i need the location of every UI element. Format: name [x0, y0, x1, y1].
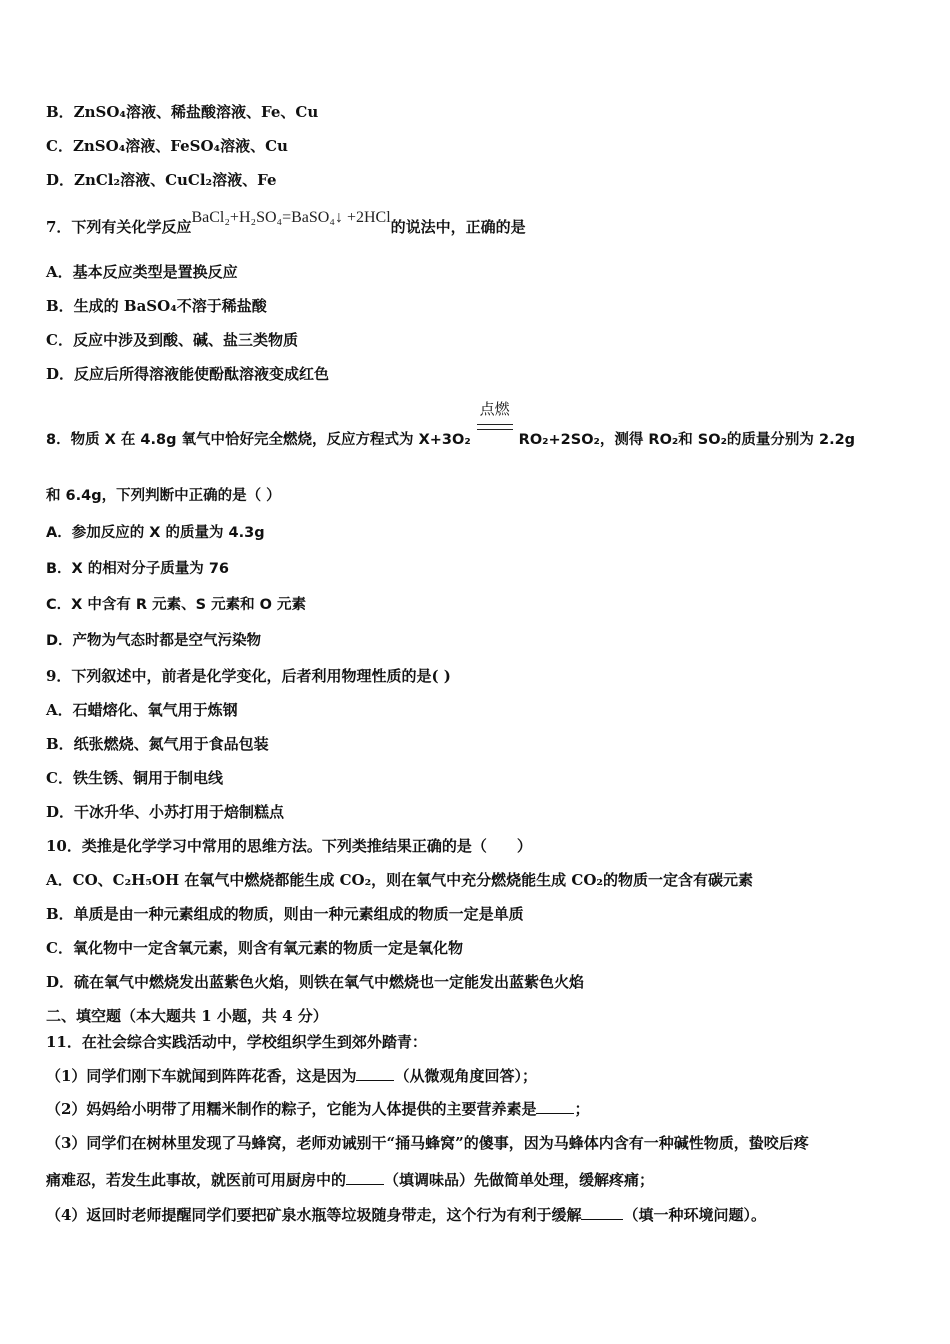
- q9-option-d: D．干冰升华、小苏打用于焙制糕点: [46, 803, 285, 821]
- q7-option-b: B．生成的 BaSO₄不溶于稀盐酸: [46, 297, 267, 315]
- q10-stem: 10．类推是化学学习中常用的思维方法。下列类推结果正确的是（ ）: [46, 837, 532, 855]
- q11-part-2-text: （2）妈妈给小明带了用糯米制作的粽子，它能为人体提供的主要营养素是: [46, 1100, 537, 1118]
- q6-option-d: D．ZnCl₂溶液、CuCl₂溶液、Fe: [46, 171, 277, 189]
- q8-option-b: B．X 的相对分子质量为 76: [46, 561, 230, 577]
- q11-part-3-suffix: （填调味品）先做简单处理，缓解疼痛；: [384, 1171, 655, 1189]
- answer-blank[interactable]: [346, 1170, 384, 1185]
- q8-stem: [46, 400, 910, 450]
- q11-part-4-text: （4）返回时老师提醒同学们要把矿泉水瓶等垃圾随身带走，这个行为有利于缓解: [46, 1206, 582, 1224]
- q6-option-c: C．ZnSO₄溶液、FeSO₄溶液、Cu: [46, 137, 288, 155]
- q11-part-2-suffix: ；: [574, 1100, 590, 1118]
- q8-stem-part1: 8．物质 X 在 4.8g 氧气中恰好完全燃烧，反应方程式为 X+3O₂: [46, 432, 471, 448]
- q11-stem: 11．在社会综合实践活动中，学校组织学生到郊外踏青：: [46, 1033, 427, 1051]
- q11-part-3-line2: [46, 1170, 910, 1190]
- q7-option-d: D．反应后所得溶液能使酚酞溶液变成红色: [46, 365, 330, 383]
- q8-option-c: C．X 中含有 R 元素、S 元素和 O 元素: [46, 597, 307, 613]
- q11-part-1: [46, 1066, 910, 1086]
- q11-part-1-text: （1）同学们刚下车就闻到阵阵花香，这是因为: [46, 1067, 357, 1085]
- q8-option-d: D．产物为气态时都是空气污染物: [46, 633, 262, 649]
- q11-part-4: [46, 1205, 910, 1225]
- equals-bars: [477, 424, 513, 430]
- q6-option-b: B．ZnSO₄溶液、稀盐酸溶液、Fe、Cu: [46, 103, 319, 121]
- q11-part-3-text: 痛难忍，若发生此事故，就医前可用厨房中的: [46, 1171, 347, 1189]
- q9-option-b: B．纸张燃烧、氮气用于食品包装: [46, 735, 269, 753]
- q11-part-3-line1: （3）同学们在树林里发现了马蜂窝，老师劝诫别干“捅马蜂窝”的傻事，因为马蜂体内含有一种碱性物质，蛰咬后疼: [46, 1134, 809, 1152]
- q7-stem: [46, 209, 910, 238]
- q8-option-a: A．参加反应的 X 的质量为 4.3g: [46, 525, 265, 541]
- q8-stem-part2: RO₂+2SO₂，测得 RO₂和 SO₂的质量分别为 2.2g: [518, 432, 856, 448]
- q10-option-b: B．单质是由一种元素组成的物质，则由一种元素组成的物质一定是单质: [46, 905, 524, 923]
- q11-part-2: [46, 1099, 910, 1119]
- q9-stem: 9．下列叙述中，前者是化学变化，后者利用物理性质的是( ): [46, 667, 451, 685]
- q10-option-c: C．氧化物中一定含氧元素，则含有氧元素的物质一定是氧化物: [46, 939, 463, 957]
- q8-stem-line2: 和 6.4g，下列判断中正确的是（ ）: [46, 488, 281, 504]
- q10-option-d: D．硫在氧气中燃烧发出蓝紫色火焰，则铁在氧气中燃烧也一定能发出蓝紫色火焰: [46, 973, 585, 991]
- q11-part-1-suffix: （从微观角度回答）；: [394, 1067, 537, 1085]
- q9-option-a: A．石蜡熔化、氧气用于炼钢: [46, 701, 238, 719]
- q7-formula: BaCl₂+H₂SO₄=BaSO₄↓ +2HCl: [191, 209, 391, 226]
- reaction-condition: 点燃: [479, 400, 510, 418]
- q7-stem-suffix: 的说法中，正确的是: [390, 218, 526, 236]
- q11-part-4-suffix: （填一种环境问题）。: [623, 1206, 766, 1224]
- q7-stem-prefix: 7．下列有关化学反应: [46, 218, 192, 236]
- reaction-condition-arrow: [475, 400, 515, 444]
- answer-blank[interactable]: [581, 1205, 623, 1220]
- q7-option-c: C．反应中涉及到酸、碱、盐三类物质: [46, 331, 298, 349]
- q10-option-a: A．CO、C₂H₅OH 在氧气中燃烧都能生成 CO₂，则在氧气中充分燃烧能生成 CO₂的物质一定含有碳元素: [46, 871, 753, 889]
- answer-blank[interactable]: [536, 1099, 574, 1114]
- q9-option-c: C．铁生锈、铜用于制电线: [46, 769, 223, 787]
- q7-option-a: A．基本反应类型是置换反应: [46, 263, 238, 281]
- answer-blank[interactable]: [356, 1066, 394, 1081]
- section-heading: 二、填空题（本大题共 1 小题，共 4 分）: [46, 1007, 328, 1025]
